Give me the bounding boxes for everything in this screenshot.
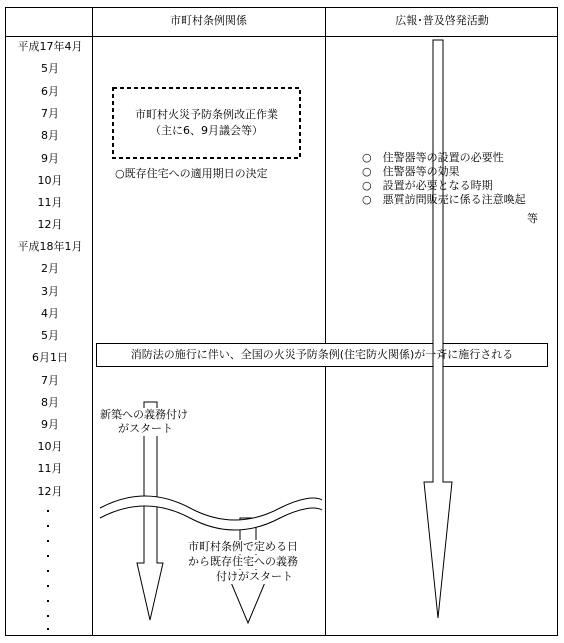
wave-line-right-upper	[400, 494, 520, 506]
month-label: 12月	[37, 218, 63, 231]
wave-band	[100, 496, 322, 530]
month-label: 6月	[41, 85, 59, 98]
month-label: 3月	[41, 285, 59, 298]
header-publicity: 広報･普及啓発活動	[395, 14, 489, 27]
new-build-note-line1: 新築への義務付け	[100, 408, 188, 421]
month-label: 8月	[41, 396, 59, 409]
month-label: 10月	[37, 440, 63, 453]
publicity-arrow	[424, 40, 452, 618]
publicity-item: ○ 住警器等の設置の必要性	[362, 151, 504, 164]
ordinance-box-line2: （主に6、9月議会等）	[150, 124, 263, 137]
month-label: 11月	[37, 462, 63, 475]
publicity-item: ○ 住警器等の効果	[362, 165, 460, 178]
header-municipal: 市町村条例関係	[170, 14, 247, 27]
month-label: 5月	[41, 329, 59, 342]
existing-note-line1: 市町村条例で定める日	[188, 540, 298, 553]
month-label: 11月	[37, 196, 63, 209]
month-label: 4月	[41, 307, 59, 320]
existing-note-line2: から既存住宅への義務	[188, 555, 298, 568]
month-label: 12月	[37, 485, 63, 498]
month-label: 5月	[41, 62, 59, 75]
decision-note: ○既存住宅への適用期日の決定	[115, 167, 268, 180]
month-label: 8月	[41, 129, 59, 142]
month-label: 2月	[41, 262, 59, 275]
publicity-item: ○ 悪質訪問販売に係る注意喚起	[362, 193, 526, 206]
month-label: 9月	[41, 418, 59, 431]
month-label: 7月	[41, 374, 59, 387]
month-label: 平成17年4月	[17, 40, 83, 53]
ordinance-box-border	[113, 88, 300, 158]
month-label: 10月	[37, 174, 63, 187]
month-label: 7月	[41, 107, 59, 120]
existing-note-line3: 付けがスタート	[216, 570, 293, 583]
ordinance-box-line1: 市町村火災予防条例改正作業	[135, 108, 278, 121]
month-label: 平成18年1月	[17, 240, 83, 253]
publicity-item: ○ 設置が必要となる時期	[362, 179, 493, 192]
month-label: 9月	[41, 152, 59, 165]
publicity-suffix: 等	[527, 212, 538, 225]
new-build-note-line2: がスタート	[118, 422, 173, 435]
enforcement-banner-text: 消防法の施行に伴い、全国の火災予防条例(住宅防火関係)が一斉に施行される	[130, 348, 514, 361]
month-label: 6月1日	[32, 351, 68, 364]
